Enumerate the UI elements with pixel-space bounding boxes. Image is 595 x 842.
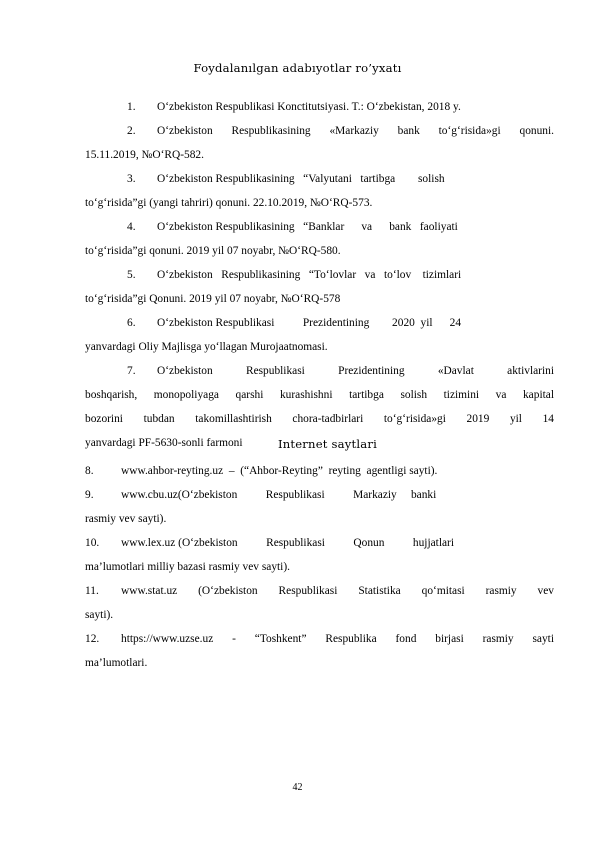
- site-11-text-cont: sayti).: [85, 609, 114, 621]
- ref-4-number: 4.: [127, 221, 136, 233]
- site-10-text: www.lex.uz (O‘zbekiston Respublikasi Qonun hujjatlari: [121, 537, 455, 549]
- site-8-number: 8.: [85, 465, 94, 477]
- ref-7-text-cont-3: yanvardagi PF-5630-sonli farmoni: [85, 437, 243, 449]
- ref-3-text: O‘zbekiston Respublikasining “Valyutani tartibga solish: [157, 173, 445, 185]
- ref-4-text-cont: to‘g‘risida”gi qonuni. 2019 yil 07 noyabr, №O‘RQ-580.: [85, 245, 341, 257]
- ref-1-number: 1.: [127, 101, 136, 113]
- site-8-text: www.ahbor-reyting.uz – (“Ahbor-Reyting” reyting agentligi sayti).: [121, 465, 438, 477]
- site-11-text: www.stat.uz (O‘zbekiston Respublikasi Statistika qo‘mitasi rasmiy vev: [121, 585, 554, 597]
- site-12-number: 12.: [85, 633, 100, 645]
- ref-6-number: 6.: [127, 317, 136, 329]
- ref-4-text: O‘zbekiston Respublikasining “Banklar va bank faoliyati: [157, 221, 458, 233]
- ref-7-number: 7.: [127, 365, 136, 377]
- references-title: Foydalanılgan adabıyotlar ro’yxatı: [193, 61, 402, 75]
- ref-7-text-cont-2: bozorini tubdan takomillashtirish chora-tadbirlari to‘g‘risida»gi 2019 yil 14: [85, 413, 554, 425]
- ref-7-text-cont-1: boshqarish, monopoliyaga qarshi kurashishni tartibga solish tizimini va kapital: [85, 389, 554, 401]
- internet-sites-title: Internet saytlari: [277, 437, 378, 451]
- ref-2-text: O‘zbekiston Respublikasining «Markaziy bank to‘g‘risida»gi qonuni.: [157, 125, 554, 137]
- ref-2-number: 2.: [127, 125, 136, 137]
- site-12-text: https://www.uzse.uz - “Toshkent” Respublika fond birjasi rasmiy sayti: [121, 633, 554, 645]
- ref-1-text: O‘zbekiston Respublikasi Konctitutsiyasi. T.: O‘zbekistan, 2018 y.: [157, 101, 461, 113]
- ref-3-number: 3.: [127, 173, 136, 185]
- ref-6-text: O‘zbekiston Respublikasi Prezidentining 2020 yil 24: [157, 317, 462, 329]
- ref-5-text: O‘zbekiston Respublikasining “To‘lovlar va to‘lov tizimlari: [157, 269, 462, 281]
- ref-6-text-cont: yanvardagi Oliy Majlisga yo‘llagan Murojaatnomasi.: [85, 341, 328, 353]
- site-12-text-cont: ma’lumotlari.: [85, 657, 148, 669]
- site-10-number: 10.: [85, 537, 100, 549]
- site-10-text-cont: ma’lumotlari milliy bazasi rasmiy vev sayti).: [85, 561, 290, 573]
- ref-3-text-cont: to‘g‘risida”gi (yangi tahriri) qonuni. 22.10.2019, №O‘RQ-573.: [85, 197, 373, 209]
- site-9-number: 9.: [85, 489, 94, 501]
- ref-2-text-cont: 15.11.2019, №O‘RQ-582.: [85, 149, 204, 161]
- site-11-number: 11.: [85, 585, 99, 597]
- ref-7-text: O‘zbekiston Respublikasi Prezidentining «Davlat aktivlarini: [157, 365, 554, 377]
- page-number: 42: [292, 782, 303, 793]
- site-9-text: www.cbu.uz(O‘zbekiston Respublikasi Markaziy banki: [121, 489, 437, 501]
- ref-5-number: 5.: [127, 269, 136, 281]
- site-9-text-cont: rasmiy vev sayti).: [85, 513, 167, 525]
- ref-5-text-cont: to‘g‘risida”gi Qonuni. 2019 yil 07 noyabr, №O‘RQ-578: [85, 293, 341, 305]
